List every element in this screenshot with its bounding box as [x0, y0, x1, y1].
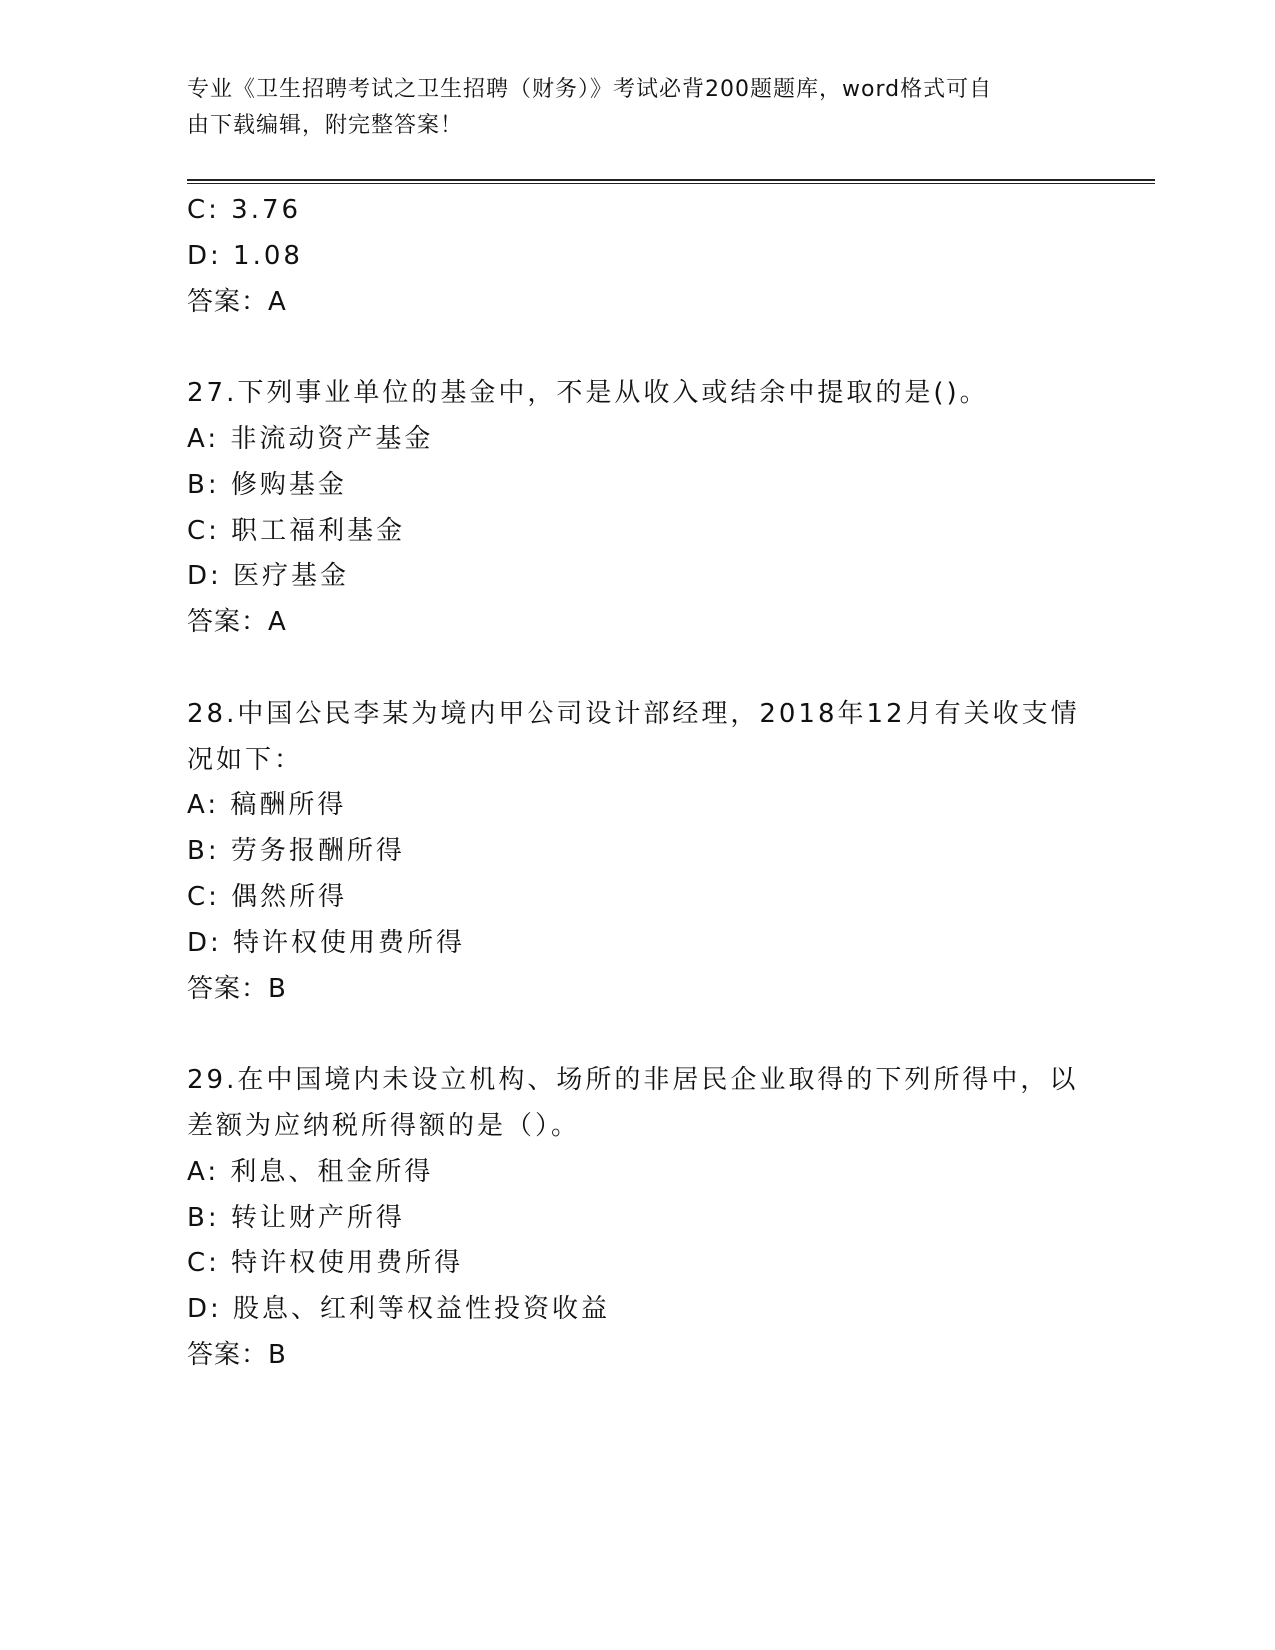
option-c: C: 3.76: [187, 195, 302, 225]
question-28-text-line-1: 28.中国公民李某为境内甲公司设计部经理，2018年12月有关收支情: [187, 698, 1080, 729]
question-27-answer: 答案：A: [187, 607, 287, 638]
question-27-option-b: B: 修购基金: [187, 469, 347, 500]
question-28-option-a: A: 稿酬所得: [187, 790, 347, 821]
question-28-option-b: B: 劳务报酬所得: [187, 836, 405, 867]
question-28-option-d: D: 特许权使用费所得: [187, 927, 466, 958]
question-29-option-c: C: 特许权使用费所得: [187, 1248, 464, 1279]
question-27-text: 27.下列事业单位的基金中，不是从收入或结余中提取的是()。: [187, 378, 989, 409]
question-29-answer: 答案：B: [187, 1339, 287, 1370]
question-27-option-c: C: 职工福利基金: [187, 515, 406, 546]
question-29-text-line-2: 差额为应纳税所得额的是（）。: [187, 1110, 581, 1141]
document-header: [187, 72, 1087, 144]
option-d: D: 1.08: [187, 240, 303, 271]
question-28-answer: 答案：B: [187, 973, 287, 1004]
header-divider: [187, 179, 1155, 184]
header-line-2: 由下载编辑，附完整答案！: [187, 113, 464, 138]
question-29-option-a: A: 利息、租金所得: [187, 1156, 434, 1187]
question-list: [187, 188, 1087, 1379]
question-27-option-d: D: 医疗基金: [187, 561, 350, 592]
question-29-option-d: D: 股息、红利等权益性投资收益: [187, 1294, 611, 1325]
question-28-text-line-2: 况如下：: [187, 744, 304, 775]
spacer: [187, 1012, 1087, 1058]
question-27-option-a: A: 非流动资产基金: [187, 423, 434, 454]
question-29-option-b: B: 转让财产所得: [187, 1202, 405, 1233]
answer: 答案：A: [187, 286, 287, 317]
spacer: [187, 646, 1087, 692]
spacer: [187, 325, 1087, 371]
header-line-1: 专业《卫生招聘考试之卫生招聘（财务）》考试必背200题题库，word格式可自: [187, 77, 993, 102]
question-28-option-c: C: 偶然所得: [187, 881, 348, 912]
question-29-text-line-1: 29.在中国境内未设立机构、场所的非居民企业取得的下列所得中，以: [187, 1065, 1079, 1096]
